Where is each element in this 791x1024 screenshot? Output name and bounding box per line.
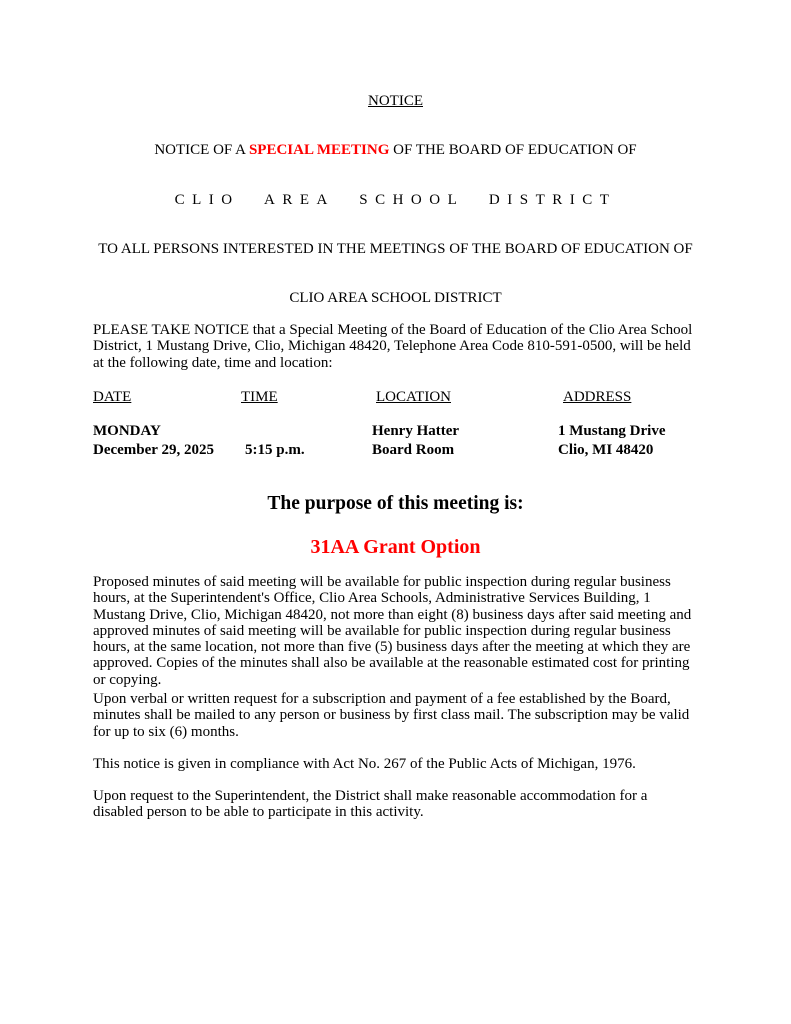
district-name-spaced: CLIO AREA SCHOOL DISTRICT: [174, 192, 617, 208]
location-line1: Henry Hatter: [372, 423, 460, 439]
to-all-persons: TO ALL PERSONS INTERESTED IN THE MEETINGS OF THE BOARD OF EDUCATION OF: [98, 241, 693, 257]
address-line1: 1 Mustang Drive: [558, 423, 666, 439]
address-line2: Clio, MI 48420: [558, 442, 654, 458]
header-date: DATE: [93, 389, 132, 405]
date-day: MONDAY: [93, 423, 161, 439]
subscription-paragraph: Upon verbal or written request for a subscription and payment of a fee established by the Board, minutes shall be mailed to any person or business by first class mail. The subscription may be valid for up to six (6) months.: [93, 691, 690, 740]
meeting-details-table: [0, 389, 791, 469]
heading-before: NOTICE OF A: [154, 142, 249, 158]
special-meeting-highlight: SPECIAL MEETING: [248, 142, 390, 158]
heading-after: OF THE BOARD OF EDUCATION OF: [389, 142, 637, 158]
minutes-paragraph: Proposed minutes of said meeting will be available for public inspection during regular business hours, at the Superintendent's Office, Clio Area Schools, Administrative Services Building, 1 Mustang Drive, Clio, Michigan 48420, not more than eight (8) business days after said meeting and approved minutes of said meeting will be available for public inspection during regular business hours, at the same location, not more than five (5) business days after the meeting at which they are approved. Copies of the minutes shall also be available at the reasonable estimated cost for printing or copying.: [93, 574, 692, 688]
district-name: CLIO AREA SCHOOL DISTRICT: [289, 290, 502, 306]
accommodation-paragraph: Upon request to the Superintendent, the District shall make reasonable accommodation for a disabled person to be able to participate in this activity.: [93, 788, 648, 821]
notice-title: NOTICE: [368, 93, 423, 109]
notice-heading: [0, 142, 791, 159]
location-line2: Board Room: [372, 442, 455, 458]
header-time: TIME: [241, 389, 278, 405]
time-value: 5:15 p.m.: [245, 442, 305, 458]
purpose-heading: The purpose of this meeting is:: [267, 493, 524, 514]
header-address: ADDRESS: [563, 389, 632, 405]
purpose-item: 31AA Grant Option: [310, 536, 481, 558]
intro-paragraph: PLEASE TAKE NOTICE that a Special Meeting of the Board of Education of the Clio Area School District, 1 Mustang Drive, Clio, Michigan 48420, Telephone Area Code 810-591-0500, will be held at the following date, time and location:: [93, 322, 693, 371]
date-value: December 29, 2025: [93, 442, 214, 458]
compliance-paragraph: This notice is given in compliance with Act No. 267 of the Public Acts of Michigan, 1976.: [93, 756, 636, 772]
header-location: LOCATION: [376, 389, 451, 405]
